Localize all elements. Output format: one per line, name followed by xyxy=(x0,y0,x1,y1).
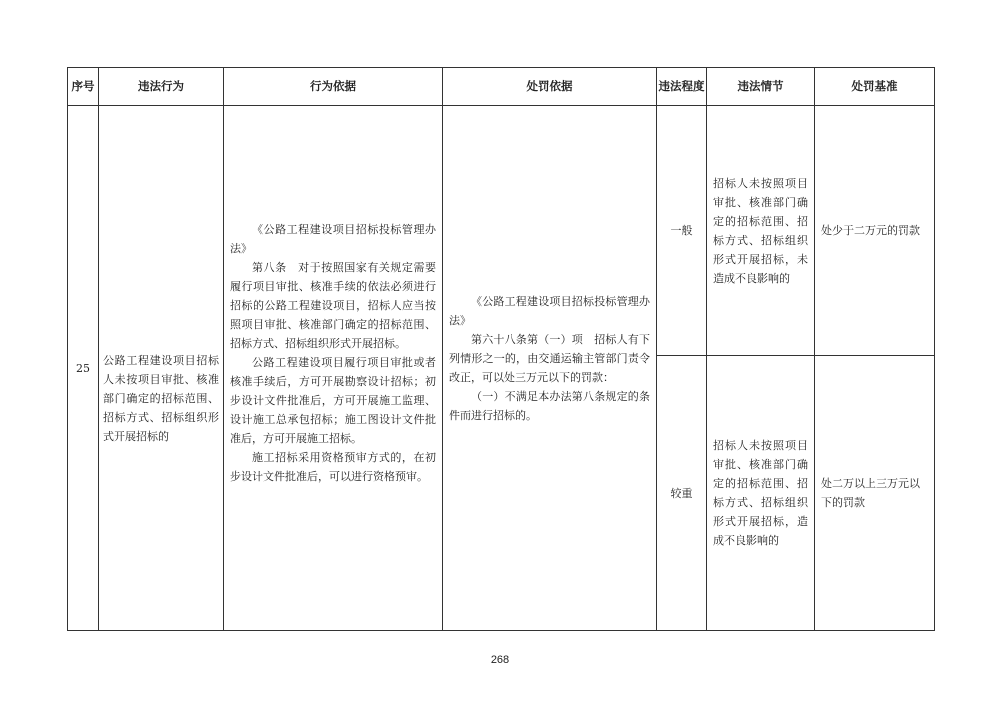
penalty-standard-table xyxy=(67,67,935,631)
level-general-standard-cell xyxy=(815,106,935,356)
row-violation: 公路工程建设项目招标人未按项目审批、核准部门确定的招标范围、招标方式、招标组织形式开展招标的 xyxy=(103,353,219,443)
header-penalty-basis: 处罚依据 xyxy=(443,68,657,106)
row-violation-cell xyxy=(99,106,224,631)
level-serious-circumstance-cell xyxy=(707,356,815,631)
level-general-standard: 处少于二万元的罚款 xyxy=(821,224,920,237)
level-general-circumstance: 招标人未按照项目审批、核准部门确定的招标范围、招标方式、招标组织形式开展招标，未造成不良影响的 xyxy=(713,176,808,285)
basis-paragraph-2: 公路工程建设项目履行项目审批或者核准手续后，方可开展勘察设计招标；初步设计文件批准后，方可开展施工监理、设计施工总承包招标；施工图设计文件批准后，方可开展施工招标。 xyxy=(230,356,436,445)
level-serious-standard: 处二万以上三万元以下的罚款 xyxy=(821,477,920,509)
row-seq: 25 xyxy=(68,106,99,631)
row-penalty-basis xyxy=(443,292,656,445)
level-serious-circumstance: 招标人未按照项目审批、核准部门确定的招标范围、招标方式、招标组织形式开展招标，造成不良影响的 xyxy=(713,439,808,547)
header-violation: 违法行为 xyxy=(99,68,224,106)
penalty-article-68: 第六十八条第（一）项 招标人有下列情形之一的，由交通运输主管部门责令改正，可以处三万元以下的罚款： xyxy=(449,332,650,384)
header-circumstance: 违法情节 xyxy=(707,68,815,106)
basis-article-8: 第八条 对于按照国家有关规定需要履行项目审批、核准手续的依法必须进行招标的公路工程建设项目，招标人应当按照项目审批、核准部门确定的招标范围、招标方式、招标组织形式开展招标。 xyxy=(230,261,436,350)
header-basis: 行为依据 xyxy=(224,68,443,106)
page-number: 268 xyxy=(490,654,510,666)
penalty-law-title: 《公路工程建设项目招标投标管理办法》 xyxy=(449,294,650,327)
level-serious-standard-cell xyxy=(815,356,935,631)
header-seq: 序号 xyxy=(68,68,99,106)
level-general-degree: 一般 xyxy=(657,106,707,356)
basis-law-title: 《公路工程建设项目招标投标管理办法》 xyxy=(230,223,436,255)
header-degree: 违法程度 xyxy=(657,68,707,106)
table-row xyxy=(68,106,935,356)
row-penalty-basis-cell xyxy=(443,106,657,631)
header-row xyxy=(68,68,935,106)
basis-paragraph-3: 施工招标采用资格预审方式的，在初步设计文件批准后，可以进行资格预审。 xyxy=(230,451,436,483)
row-basis-cell xyxy=(224,106,443,631)
level-general-circumstance-cell xyxy=(707,106,815,356)
row-basis xyxy=(224,220,442,516)
level-serious-degree: 较重 xyxy=(657,356,707,631)
penalty-item-1: （一）不满足本办法第八条规定的条件而进行招标的。 xyxy=(449,389,650,422)
header-standard: 处罚基准 xyxy=(815,68,935,106)
